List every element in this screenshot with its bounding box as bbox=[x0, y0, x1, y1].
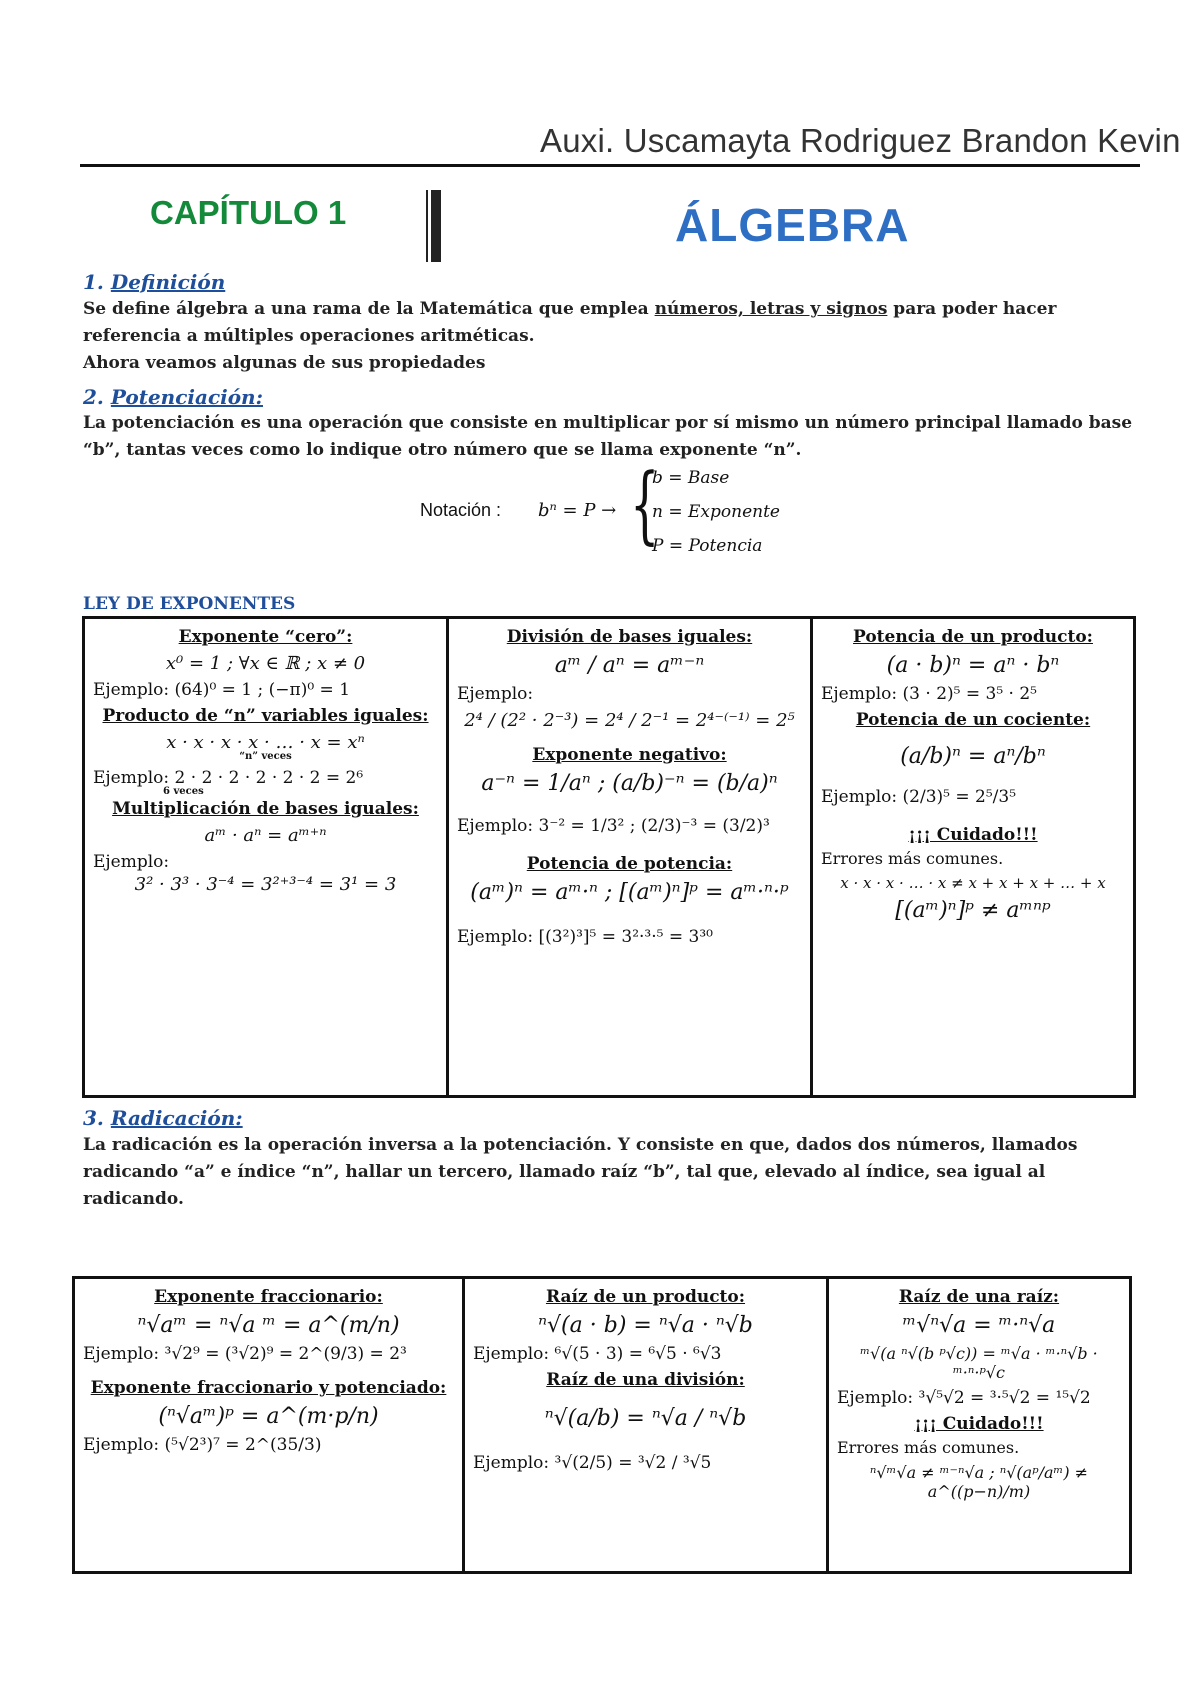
law-example-note: 6 veces bbox=[163, 786, 204, 797]
law-heading: División de bases iguales: bbox=[506, 627, 753, 647]
law-formula: x · x · x · x · … · x = xⁿ bbox=[166, 732, 365, 753]
section-title: Radicación: bbox=[110, 1106, 243, 1130]
caution-formula: x · x · x · … · x ≠ x + x + x + … + x bbox=[840, 874, 1106, 892]
caution-heading: ¡¡¡ Cuidado!!! bbox=[914, 1414, 1044, 1434]
law-example: Ejemplo: (64)⁰ = 1 ; (−π)⁰ = 1 bbox=[93, 680, 351, 700]
radicals-table bbox=[72, 1276, 1132, 1574]
law-heading: Exponente “cero”: bbox=[178, 627, 353, 647]
radicacion-text: La radicación es la operación inversa a la potenciación. Y consiste en que, dados dos números, llamados radicando “a” e índice “n”, hallar un tercero, llamado raíz “b”, tal que, elevado al índice, sea igual al radicando. bbox=[83, 1135, 1078, 1209]
law-formula: (aᵐ)ⁿ = aᵐ·ⁿ ; [(aᵐ)ⁿ]ᵖ = aᵐ·ⁿ·ᵖ bbox=[470, 880, 789, 905]
subject-title: ÁLGEBRA bbox=[675, 199, 910, 251]
law-formula: aᵐ · aⁿ = aᵐ⁺ⁿ bbox=[204, 825, 327, 846]
radical-formula: ᵐ√ⁿ√a = ᵐ·ⁿ√a bbox=[902, 1313, 1056, 1338]
caution-formula: [(aᵐ)ⁿ]ᵖ ≠ aᵐⁿᵖ bbox=[895, 898, 1051, 923]
law-example: 2⁴ / (2² · 2⁻³) = 2⁴ / 2⁻¹ = 2⁴⁻⁽⁻¹⁾ = 2⁵ bbox=[464, 710, 795, 731]
section-number: 2. bbox=[83, 385, 104, 409]
law-formula: (a · b)ⁿ = aⁿ · bⁿ bbox=[886, 653, 1060, 678]
definicion-text-part: Se define álgebra a una rama de la Matemática que emplea bbox=[83, 299, 655, 319]
law-example: Ejemplo: [(3²)³]⁵ = 3²·³·⁵ = 3³⁰ bbox=[457, 927, 713, 947]
chapter-title: CAPÍTULO 1 bbox=[150, 194, 347, 231]
laws-column-2 bbox=[449, 619, 813, 1095]
law-formula: x⁰ = 1 ; ∀x ∈ ℝ ; x ≠ 0 bbox=[165, 653, 366, 674]
definicion-text-line: Ahora veamos algunas de sus propiedades bbox=[83, 353, 486, 373]
section-radicacion-heading bbox=[83, 1106, 243, 1130]
radical-formula: ⁿ√aᵐ = ⁿ√a ᵐ = a^(m/n) bbox=[137, 1313, 400, 1338]
law-example-label: Ejemplo: bbox=[93, 852, 170, 872]
law-formula: a⁻ⁿ = 1/aⁿ ; (a/b)⁻ⁿ = (b/a)ⁿ bbox=[481, 771, 778, 796]
notation-equation: bⁿ = P → bbox=[538, 500, 617, 521]
radical-example: Ejemplo: ³√2⁹ = (³√2)⁹ = 2^(9/3) = 2³ bbox=[83, 1344, 407, 1364]
law-formula: (a/b)ⁿ = aⁿ/bⁿ bbox=[900, 744, 1046, 769]
radicals-column-3 bbox=[829, 1279, 1129, 1571]
section-title: Definición bbox=[110, 270, 226, 294]
header-rule bbox=[80, 164, 1140, 167]
laws-column-3 bbox=[813, 619, 1133, 1095]
caution-formula: ⁿ√ᵐ√a ≠ ᵐ⁻ⁿ√a ; ⁿ√(aᵖ/aᵐ) ≠ a^((p−n)/m) bbox=[869, 1463, 1089, 1501]
notation-brace: { bbox=[630, 455, 660, 553]
radical-example: Ejemplo: ³√(2/5) = ³√2 / ³√5 bbox=[473, 1453, 712, 1473]
law-example-label: Ejemplo: bbox=[457, 684, 534, 704]
law-heading: Producto de “n” variables iguales: bbox=[102, 706, 429, 726]
caution-heading: ¡¡¡ Cuidado!!! bbox=[908, 825, 1038, 845]
laws-title: LEY DE EXPONENTES bbox=[83, 594, 296, 614]
section-number: 3. bbox=[83, 1106, 104, 1130]
radical-heading: Raíz de una raíz: bbox=[898, 1287, 1060, 1307]
radical-formula: ⁿ√(a/b) = ⁿ√a / ⁿ√b bbox=[544, 1406, 747, 1431]
radicals-column-1 bbox=[75, 1279, 465, 1571]
law-formula-note: “n” veces bbox=[239, 751, 292, 762]
law-heading: Multiplicación de bases iguales: bbox=[112, 799, 419, 819]
law-heading: Potencia de un cociente: bbox=[855, 710, 1091, 730]
law-heading: Potencia de un producto: bbox=[853, 627, 1093, 647]
law-heading: Exponente negativo: bbox=[532, 745, 727, 765]
law-example: Ejemplo: 3⁻² = 1/3² ; (2/3)⁻³ = (3/2)³ bbox=[457, 816, 770, 836]
author-name: Auxi. Uscamayta Rodriguez Brandon Kevin bbox=[540, 122, 1181, 159]
law-example: Ejemplo: (2/3)⁵ = 2⁵/3⁵ bbox=[821, 787, 1017, 807]
notation-row: b = Base bbox=[652, 468, 730, 488]
caution-text: Errores más comunes. bbox=[821, 849, 1004, 868]
definicion-text bbox=[83, 296, 1136, 377]
radical-heading: Exponente fraccionario y potenciado: bbox=[90, 1378, 447, 1398]
section-title: Potenciación: bbox=[110, 385, 263, 409]
law-example: 3² · 3³ · 3⁻⁴ = 3²⁺³⁻⁴ = 3¹ = 3 bbox=[134, 874, 397, 895]
definicion-text-part: para poder hacer referencia a múltiples operaciones aritméticas. bbox=[83, 299, 1057, 346]
notation-block bbox=[420, 455, 840, 562]
laws-column-1 bbox=[85, 619, 449, 1095]
radicals-column-2 bbox=[465, 1279, 829, 1571]
section-definicion-heading bbox=[83, 270, 225, 294]
radical-heading: Raíz de una división: bbox=[546, 1370, 745, 1390]
radical-formula: ⁿ√(a · b) = ⁿ√a · ⁿ√b bbox=[538, 1313, 753, 1338]
potenciacion-text: La potenciación es una operación que consiste en multiplicar por sí mismo un número principal llamado base “b”, tantas veces como lo indique otro número que se llama exponente “n”. bbox=[83, 413, 1133, 460]
radical-example: Ejemplo: (⁵√2³)⁷ = 2^(35/3) bbox=[83, 1435, 322, 1455]
law-heading: Potencia de potencia: bbox=[526, 854, 733, 874]
law-example: Ejemplo: 2 · 2 · 2 · 2 · 2 · 2 = 2⁶ bbox=[93, 768, 364, 788]
notation-label: Notación : bbox=[420, 500, 502, 520]
caution-text: Errores más comunes. bbox=[837, 1438, 1020, 1457]
laws-table bbox=[82, 616, 1136, 1098]
radical-example: Ejemplo: ³√⁵√2 = ³·⁵√2 = ¹⁵√2 bbox=[837, 1388, 1091, 1408]
radical-heading: Raíz de un producto: bbox=[545, 1287, 746, 1307]
radical-formula: ᵐ√(a ⁿ√(b ᵖ√c)) = ᵐ√a · ᵐ·ⁿ√b · ᵐ·ⁿ·ᵖ√c bbox=[860, 1344, 1098, 1382]
radical-heading: Exponente fraccionario: bbox=[154, 1287, 383, 1307]
law-formula: aᵐ / aⁿ = aᵐ⁻ⁿ bbox=[554, 653, 705, 678]
radical-example: Ejemplo: ⁶√(5 · 3) = ⁶√5 · ⁶√3 bbox=[473, 1344, 722, 1364]
section-number: 1. bbox=[83, 270, 104, 294]
notation-row: n = Exponente bbox=[652, 502, 780, 522]
section-potenciacion-heading bbox=[83, 385, 263, 409]
law-example: Ejemplo: (3 · 2)⁵ = 3⁵ · 2⁵ bbox=[821, 684, 1037, 704]
definicion-text-underlined: números, letras y signos bbox=[654, 299, 888, 319]
chapter-divider bbox=[428, 190, 441, 262]
notation-row: P = Potencia bbox=[652, 536, 763, 556]
radical-formula: (ⁿ√aᵐ)ᵖ = a^(m·p/n) bbox=[158, 1404, 379, 1429]
